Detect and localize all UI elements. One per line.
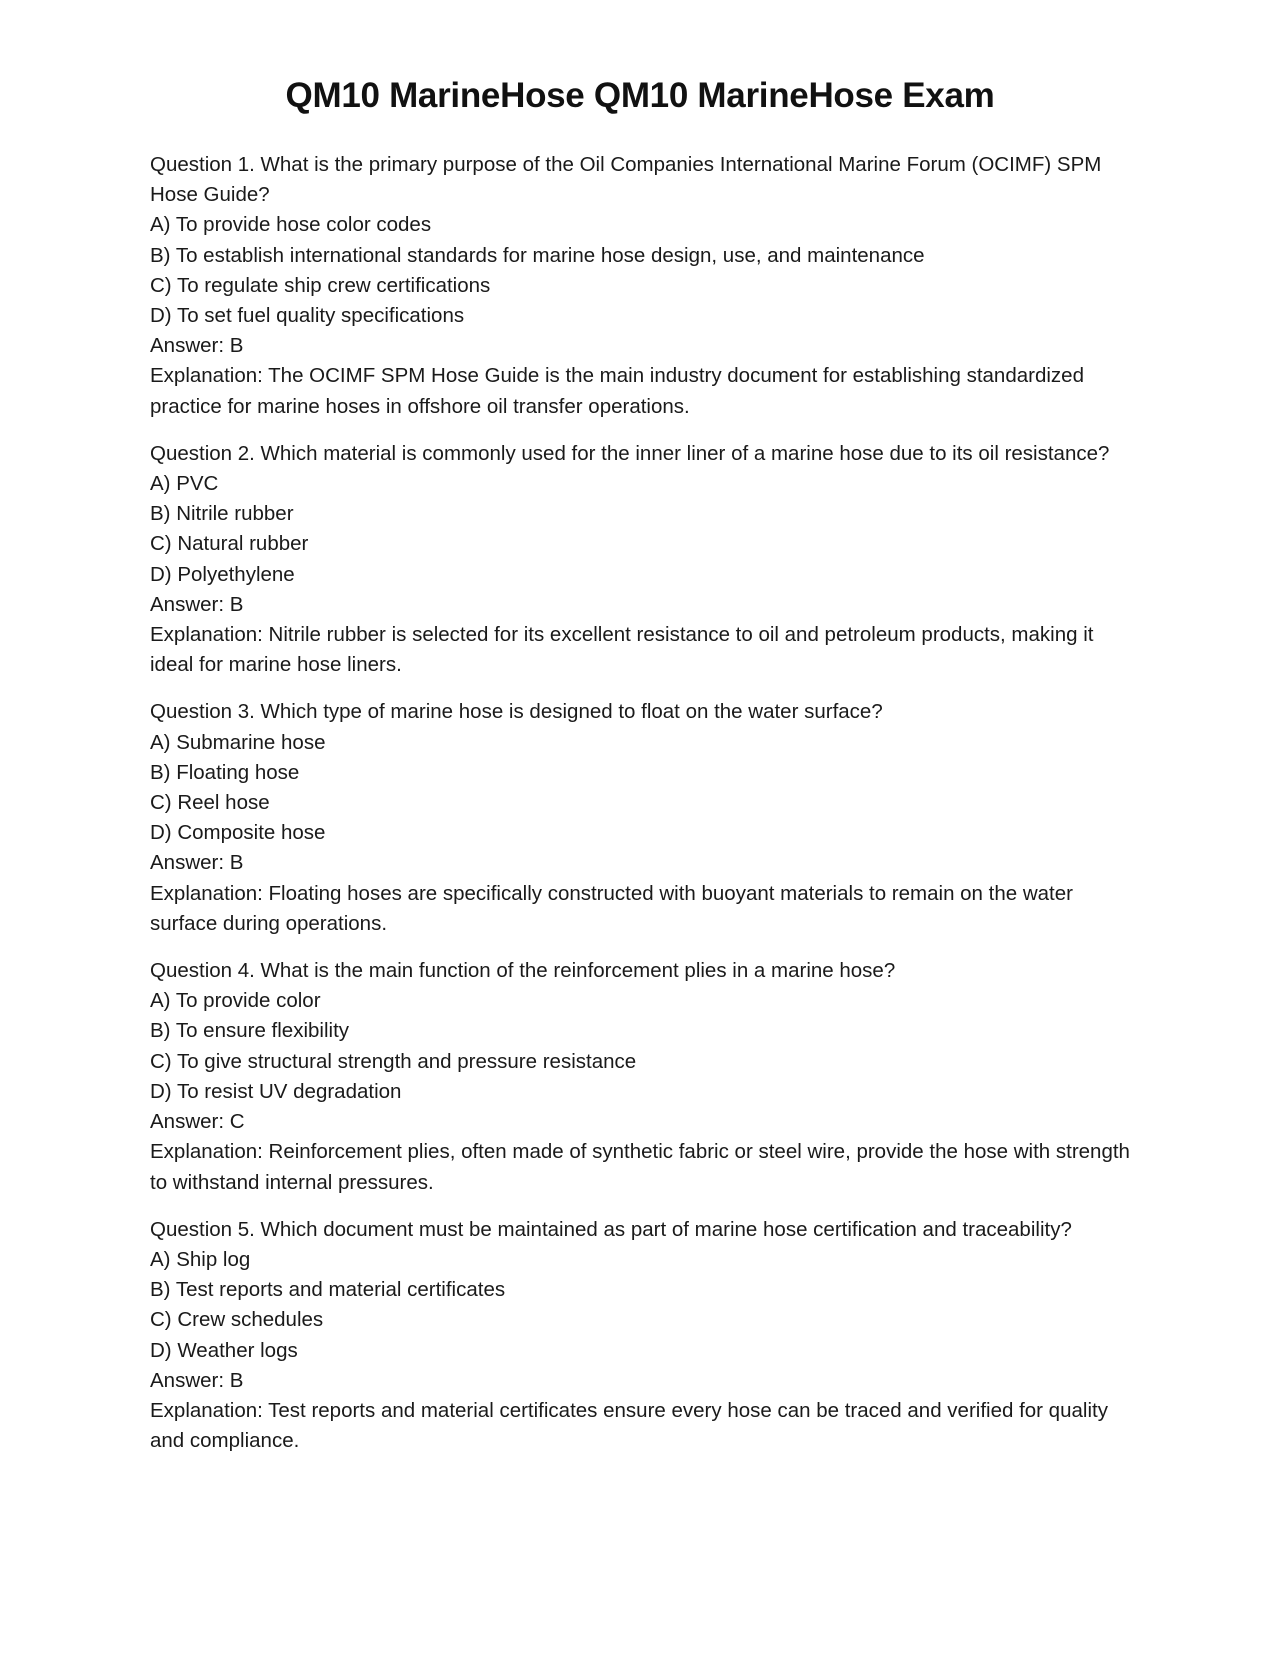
option-b: B) Floating hose xyxy=(150,760,300,784)
question-text: Question 1. What is the primary purpose of the Oil Companies International Marine Forum (OCIMF) SPM Hose Guide? xyxy=(150,153,1102,207)
option-d: D) To set fuel quality specifications xyxy=(150,304,465,328)
option-c: C) Reel hose xyxy=(150,791,270,815)
answer-text: Answer: B xyxy=(150,334,244,358)
option-b: B) To ensure flexibility xyxy=(150,1019,350,1043)
answer-text: Answer: B xyxy=(150,851,244,875)
question-text: Question 3. Which type of marine hose is designed to float on the water surface? xyxy=(150,700,883,724)
option-a: A) To provide color xyxy=(150,989,321,1013)
answer-text: Answer: B xyxy=(150,1368,244,1392)
option-a: A) To provide hose color codes xyxy=(150,213,432,237)
option-d: D) Polyethylene xyxy=(150,562,295,586)
option-b: B) To establish international standards for marine hose design, use, and maintenance xyxy=(150,243,925,267)
option-d: D) Composite hose xyxy=(150,821,326,845)
option-a: A) Ship log xyxy=(150,1247,251,1271)
question-block-5 xyxy=(150,1215,1140,1457)
question-text: Question 4. What is the main function of the reinforcement plies in a marine hose? xyxy=(150,959,896,983)
option-b: B) Nitrile rubber xyxy=(150,502,294,526)
option-a: A) Submarine hose xyxy=(150,730,326,754)
question-block-2 xyxy=(150,439,1140,681)
option-b: B) Test reports and material certificates xyxy=(150,1278,506,1302)
question-block-4 xyxy=(150,956,1140,1198)
explanation-text: Explanation: Test reports and material certificates ensure every hose can be traced and verified for quality and compliance. xyxy=(150,1398,1108,1453)
option-c: C) Crew schedules xyxy=(150,1308,324,1332)
answer-text: Answer: C xyxy=(150,1110,245,1134)
option-a: A) PVC xyxy=(150,472,219,496)
explanation-text: Explanation: Reinforcement plies, often made of synthetic fabric or steel wire, provide the hose with strength to withstand internal pressures. xyxy=(150,1140,1130,1194)
question-block-3 xyxy=(150,697,1140,939)
option-c: C) To regulate ship crew certifications xyxy=(150,273,491,297)
answer-text: Answer: B xyxy=(150,592,244,616)
explanation-text: Explanation: Floating hoses are specifically constructed with buoyant materials to remain on the water surface during operations. xyxy=(150,881,1073,935)
explanation-text: Explanation: Nitrile rubber is selected for its excellent resistance to oil and petroleum products, making it ideal for marine hose liners. xyxy=(150,623,1094,677)
explanation-text: Explanation: The OCIMF SPM Hose Guide is the main industry document for establishing standardized practice for marine hoses in offshore oil transfer operations. xyxy=(150,364,1084,418)
question-text: Question 5. Which document must be maintained as part of marine hose certification and traceability? xyxy=(150,1217,1072,1241)
option-c: C) Natural rubber xyxy=(150,532,309,556)
question-list xyxy=(150,150,1140,1473)
option-d: D) Weather logs xyxy=(150,1338,298,1362)
option-d: D) To resist UV degradation xyxy=(150,1079,402,1103)
page-title: QM10 MarineHose QM10 MarineHose Exam xyxy=(285,76,995,115)
option-c: C) To give structural strength and pressure resistance xyxy=(150,1049,637,1073)
question-text: Question 2. Which material is commonly used for the inner liner of a marine hose due to its oil resistance? xyxy=(150,441,1110,465)
question-block-1 xyxy=(150,150,1140,422)
